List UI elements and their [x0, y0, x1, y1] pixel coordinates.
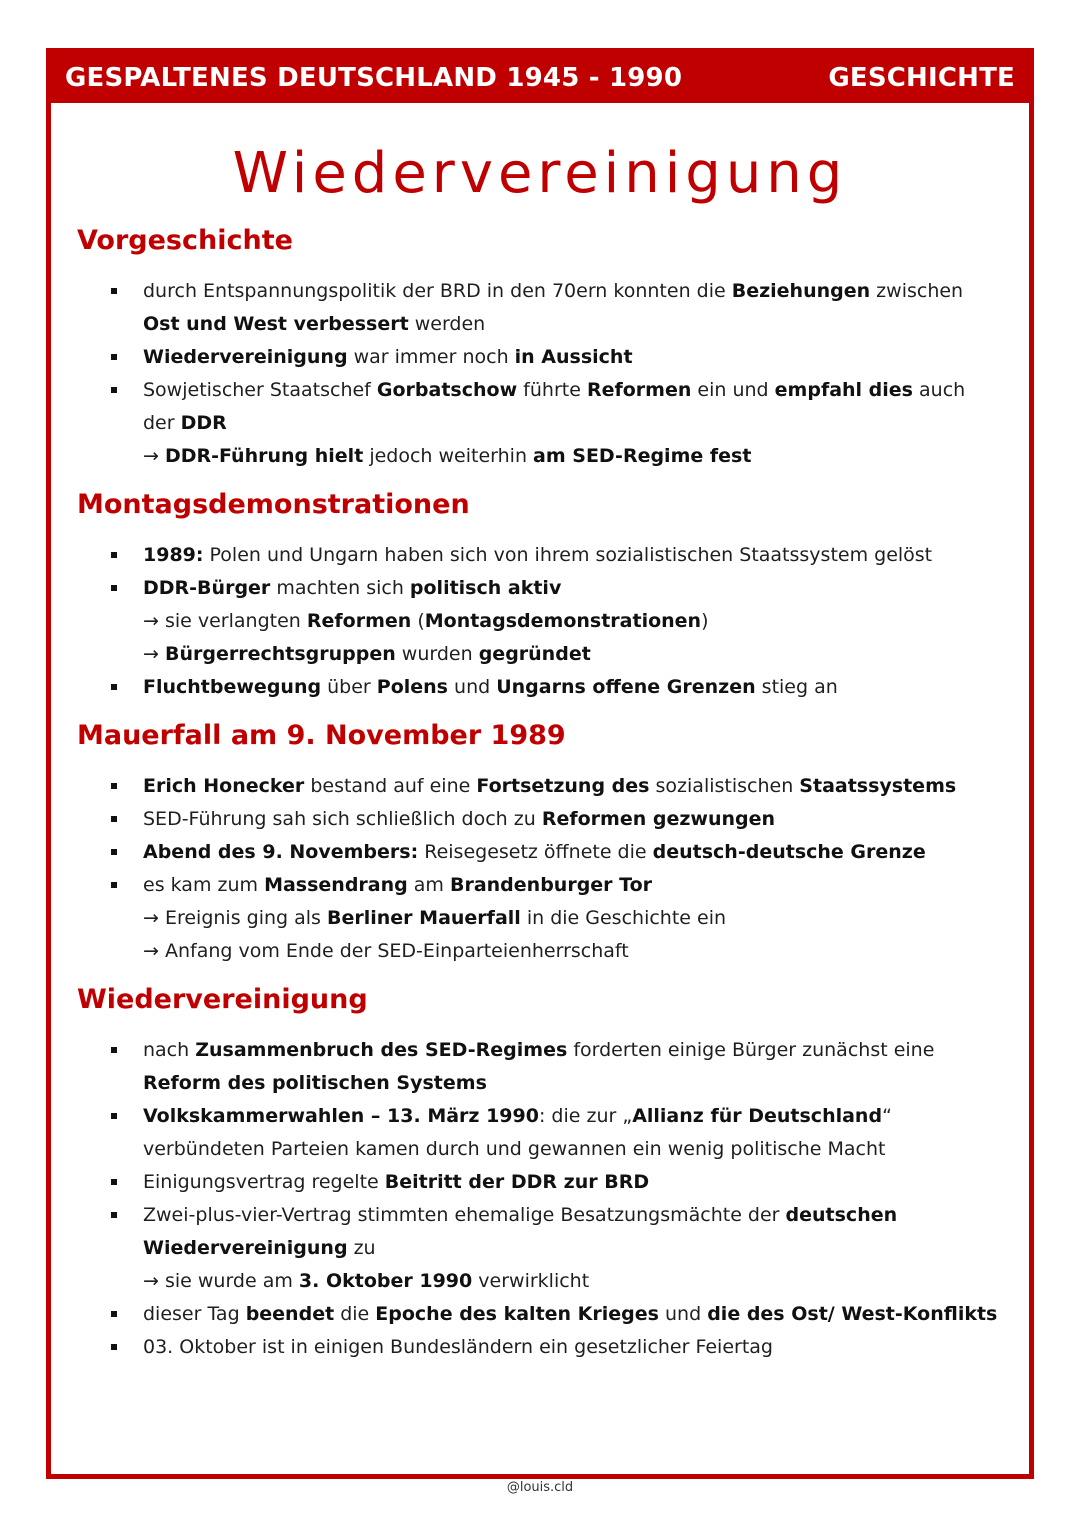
text: stieg an: [755, 676, 838, 698]
list-item: [77, 1298, 999, 1331]
text: → sie verlangten: [143, 610, 307, 632]
section-heading: Mauerfall am 9. November 1989: [77, 720, 566, 751]
bold-text: Bürgerrechtsgruppen: [164, 643, 396, 665]
section-list: [77, 770, 999, 968]
bullet-icon: [111, 849, 117, 855]
bold-text: Montagsdemonstrationen: [424, 610, 702, 632]
list-item: [77, 374, 999, 440]
text: es kam zum: [143, 874, 265, 896]
list-item: [77, 572, 999, 605]
bullet-icon: [111, 816, 117, 822]
list-item: [77, 803, 999, 836]
bold-text: Zusammenbruch des SED-Regimes: [195, 1039, 568, 1061]
bullet-icon: [111, 354, 117, 360]
bold-text: Reformen: [586, 379, 692, 401]
text: sozialistischen: [649, 775, 800, 797]
text: wurden: [395, 643, 479, 665]
text: Zwei-plus-vier-Vertrag stimmten ehemalige Besatzungsmächte der: [143, 1204, 786, 1226]
text: dieser Tag: [143, 1303, 246, 1325]
bullet-icon: [111, 1179, 117, 1185]
bold-text: Allianz für Deutschland: [632, 1105, 883, 1127]
text: Einigungsvertrag regelte: [143, 1171, 385, 1193]
text: werden: [408, 313, 486, 335]
bold-text: Reform des politischen Systems: [143, 1072, 487, 1094]
arrow-note: [77, 902, 999, 935]
bullet-icon: [111, 552, 117, 558]
bold-text: Volkskammerwahlen – 13. März 1990: [143, 1105, 539, 1127]
text: zu: [347, 1237, 376, 1259]
bullet-icon: [111, 783, 117, 789]
bold-text: 1989:: [143, 544, 204, 566]
bold-text: deutschen Wiedervereinigung: [143, 1204, 898, 1259]
bullet-icon: [111, 1212, 117, 1218]
bold-text: DDR-Führung hielt: [164, 445, 364, 467]
text: forderten einige Bürger zunächst eine: [567, 1039, 935, 1061]
list-item: [77, 869, 999, 902]
bullet-icon: [111, 387, 117, 393]
text: → Anfang vom Ende der SED-Einparteienherrschaft: [143, 940, 629, 962]
bullet-icon: [111, 288, 117, 294]
text: “ verbündeten Parteien kamen durch und gewannen ein wenig politische Macht: [143, 1105, 892, 1160]
bold-text: DDR-Bürger: [143, 577, 271, 599]
section-heading: Wiedervereinigung: [77, 984, 368, 1015]
list-item: [77, 770, 999, 803]
list-item: [77, 671, 999, 704]
text: am: [407, 874, 450, 896]
bold-text: Reformen: [306, 610, 412, 632]
text: SED-Führung sah sich schließlich doch zu: [143, 808, 542, 830]
bold-text: 3. Oktober 1990: [298, 1270, 473, 1292]
text: →: [143, 445, 165, 467]
bullet-icon: [111, 1113, 117, 1119]
list-item: [77, 341, 999, 374]
text: 03. Oktober ist in einigen Bundesländern ein gesetzlicher Feiertag: [143, 1336, 773, 1358]
bold-text: Wiedervereinigung: [143, 346, 348, 368]
page-frame: [46, 48, 1034, 1479]
text: machten sich: [270, 577, 410, 599]
text: Sowjetischer Staatschef: [143, 379, 377, 401]
bold-text: Gorbatschow: [376, 379, 518, 401]
bold-text: gegründet: [478, 643, 591, 665]
bullet-icon: [111, 1344, 117, 1350]
bold-text: Ungarns offene Grenzen: [496, 676, 756, 698]
text: (: [411, 610, 425, 632]
bold-text: Massendrang: [264, 874, 408, 896]
list-item: [77, 1166, 999, 1199]
arrow-note: [77, 638, 999, 671]
arrow-note: [77, 1265, 999, 1298]
header-bar: [51, 53, 1029, 103]
bold-text: am SED-Regime fest: [533, 445, 752, 467]
text: und: [447, 676, 497, 698]
bold-text: Brandenburger Tor: [449, 874, 653, 896]
bullet-icon: [111, 1311, 117, 1317]
arrow-note: [77, 935, 999, 968]
text: auch der: [143, 379, 966, 434]
text: über: [321, 676, 377, 698]
bullet-icon: [111, 1047, 117, 1053]
bold-text: in Aussicht: [514, 346, 633, 368]
text: in die Geschichte ein: [520, 907, 727, 929]
list-item: [77, 1100, 999, 1166]
bold-text: Erich Honecker: [143, 775, 305, 797]
text: ein und: [691, 379, 775, 401]
text: →: [143, 643, 165, 665]
bold-text: beendet: [245, 1303, 335, 1325]
list-item: [77, 1331, 999, 1364]
section-list: [77, 539, 999, 704]
text: Reisegesetz öffnete die: [418, 841, 653, 863]
bold-text: politisch aktiv: [409, 577, 562, 599]
bullet-icon: [111, 585, 117, 591]
bold-text: Beitritt der DDR zur BRD: [384, 1171, 650, 1193]
bold-text: die des Ost/ West-Konflikts: [707, 1303, 998, 1325]
text: verwirklicht: [472, 1270, 590, 1292]
text: nach: [143, 1039, 196, 1061]
bold-text: Berliner Mauerfall: [327, 907, 521, 929]
bold-text: Fluchtbewegung: [143, 676, 322, 698]
text: führte: [517, 379, 587, 401]
list-item: [77, 1199, 999, 1265]
bold-text: Ost und West verbessert: [143, 313, 409, 335]
bold-text: deutsch-deutsche Grenze: [652, 841, 926, 863]
list-item: [77, 836, 999, 869]
header-subject: GESCHICHTE: [828, 63, 1015, 93]
text: und: [658, 1303, 708, 1325]
list-item: [77, 275, 999, 341]
bold-text: Polens: [376, 676, 448, 698]
header-topic: GESPALTENES DEUTSCHLAND 1945 - 1990: [65, 63, 683, 93]
bold-text: Abend des 9. Novembers:: [143, 841, 419, 863]
text: → Ereignis ging als: [143, 907, 327, 929]
bold-text: Reformen gezwungen: [541, 808, 776, 830]
section-list: [77, 1034, 999, 1364]
section-heading: Montagsdemonstrationen: [77, 489, 470, 520]
text: ): [701, 610, 709, 632]
content: [77, 223, 999, 1378]
bold-text: Fortsetzung des: [476, 775, 650, 797]
page-title: Wiedervereinigung: [232, 141, 848, 206]
text: die: [334, 1303, 376, 1325]
bold-text: DDR: [180, 412, 227, 434]
text: Polen und Ungarn haben sich von ihrem sozialistischen Staatssystem gelöst: [203, 544, 933, 566]
text: war immer noch: [347, 346, 515, 368]
text: zwischen: [870, 280, 964, 302]
arrow-note: [77, 440, 999, 473]
section-list: [77, 275, 999, 473]
text: jedoch weiterhin: [363, 445, 534, 467]
list-item: [77, 539, 999, 572]
text: bestand auf eine: [304, 775, 477, 797]
list-item: [77, 1034, 999, 1100]
section-heading: Vorgeschichte: [77, 225, 293, 256]
bold-text: Epoche des kalten Krieges: [375, 1303, 659, 1325]
bold-text: Staatssystems: [799, 775, 957, 797]
bold-text: empfahl dies: [774, 379, 913, 401]
arrow-note: [77, 605, 999, 638]
bullet-icon: [111, 882, 117, 888]
text: durch Entspannungspolitik der BRD in den 70ern konnten die: [143, 280, 732, 302]
text: : die zur „: [538, 1105, 633, 1127]
footer-credit: @louis.cld: [506, 1480, 574, 1495]
bold-text: Beziehungen: [731, 280, 871, 302]
bullet-icon: [111, 684, 117, 690]
text: → sie wurde am: [143, 1270, 299, 1292]
